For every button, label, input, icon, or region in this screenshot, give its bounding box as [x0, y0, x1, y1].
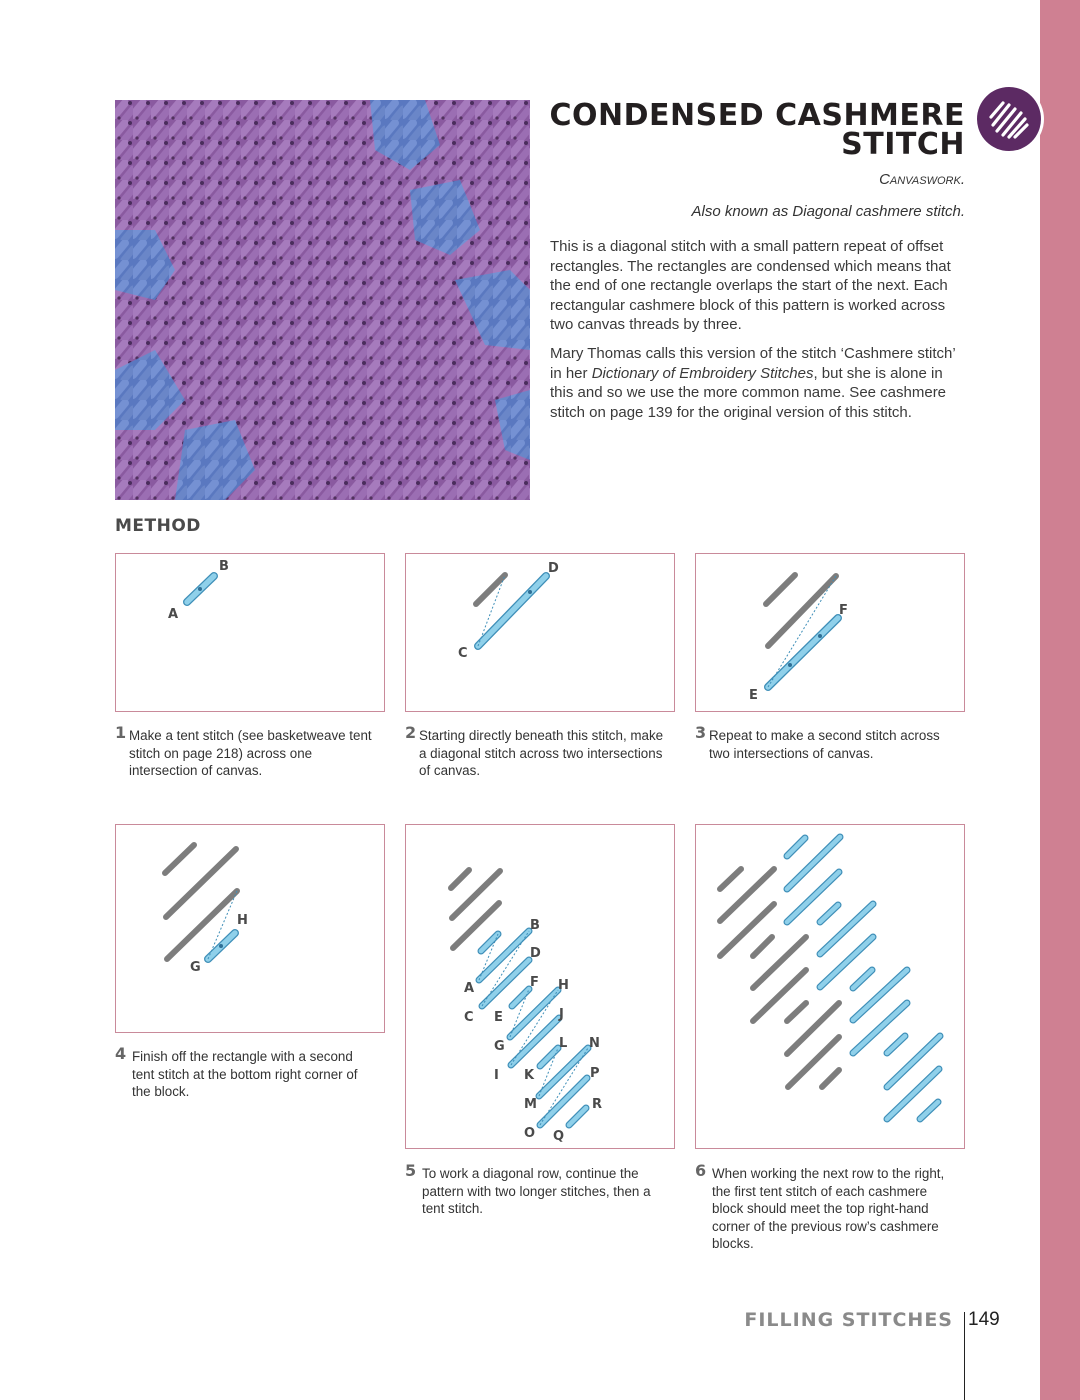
intro-paragraph-2	[550, 344, 970, 422]
badge	[974, 84, 1044, 154]
stitch-label: A	[464, 981, 475, 996]
step-text: Starting directly beneath this stitch, make a diagonal stitch across two intersections of canvas.	[419, 728, 664, 778]
intro-p2-text: Mary Thomas calls this version of the stitch ‘Cashmere stitch’ in her	[550, 345, 956, 382]
step-text: Make a tent stitch (see basketweave tent stitch on page 218) across one intersection of canvas.	[129, 728, 372, 778]
category-label: Canvaswork.	[879, 171, 965, 188]
stitch-label: B	[530, 918, 540, 933]
step-text: To work a diagonal row, continue the pattern with two longer stitches, then a tent stitch.	[422, 1166, 651, 1216]
stitch-label: G	[190, 960, 201, 975]
step-3-caption	[695, 723, 957, 762]
stitch-label: P	[590, 1066, 600, 1081]
stitch-label: B	[219, 559, 229, 574]
intro-p2-text-end: , but she is alone in this and so we use the more common name. See cashmere stitch on page 139 for the original version of this stitch.	[550, 364, 947, 421]
stitch-label: F	[530, 975, 539, 990]
step-3-drawing	[696, 554, 964, 711]
step-5-diagram	[405, 824, 675, 1149]
footer-divider	[964, 1312, 965, 1400]
step-6-diagram	[695, 824, 965, 1149]
alias-label: Also known as Diagonal cashmere stitch.	[691, 203, 965, 220]
step-number: 2	[405, 723, 417, 742]
stitch-label: C	[464, 1010, 474, 1025]
stitch-label: O	[524, 1126, 536, 1141]
stitch-label: K	[524, 1068, 535, 1083]
stitch-label: I	[494, 1068, 499, 1083]
stitch-label: G	[494, 1039, 505, 1054]
stitch-label: Q	[553, 1129, 565, 1144]
stitch-label: A	[168, 607, 179, 622]
method-heading: METHOD	[115, 516, 201, 536]
step-1-caption	[115, 723, 377, 780]
step-number: 3	[695, 723, 707, 742]
step-4-drawing	[116, 825, 384, 1032]
step-number: 5	[405, 1161, 417, 1180]
stitch-label: R	[592, 1097, 603, 1112]
section-name: FILLING STITCHES	[744, 1309, 953, 1331]
page-edge-band	[1040, 0, 1080, 1400]
stitch-label: H	[237, 913, 248, 928]
step-2-diagram	[405, 553, 675, 712]
stitch-label: N	[589, 1036, 600, 1051]
stitch-label: C	[458, 646, 468, 661]
step-4-caption	[115, 1044, 377, 1101]
step-text: When working the next row to the right, the first tent stitch of each cashmere block should meet the top right-hand corner of the previous row’s cashmere blocks.	[712, 1166, 945, 1251]
stitch-label: D	[530, 946, 541, 961]
stitch-label: F	[839, 603, 848, 618]
step-text: Repeat to make a second stitch across two intersections of canvas.	[709, 728, 940, 761]
stitch-label: M	[524, 1097, 537, 1112]
step-5-drawing	[406, 825, 674, 1148]
step-2-drawing	[406, 554, 674, 711]
page-number: 149	[968, 1309, 1000, 1330]
step-1-diagram	[115, 553, 385, 712]
page-title: CONDENSED CASHMERE STITCH	[549, 98, 965, 162]
stitch-label: H	[558, 978, 569, 993]
book-title: Dictionary of Embroidery Stitches	[591, 364, 814, 382]
step-6-caption	[695, 1161, 957, 1253]
intro-paragraph-1: This is a diagonal stitch with a small pattern repeat of offset rectangles. The rectangles are condensed which means that the end of one rectangle overlaps the start of the next. Each rectangular cashmere block of this pattern is worked across two canvas threads by three.	[550, 238, 951, 334]
step-3-diagram	[695, 553, 965, 712]
step-number: 4	[115, 1044, 127, 1063]
step-text: Finish off the rectangle with a second tent stitch at the bottom right corner of the block.	[132, 1049, 358, 1099]
stitch-label: J	[559, 1007, 564, 1022]
stitch-label: D	[548, 561, 559, 576]
step-number: 6	[695, 1161, 707, 1180]
step-4-diagram	[115, 824, 385, 1033]
diagonal-stitch-badge-icon	[977, 87, 1041, 151]
stitch-label: E	[749, 688, 758, 703]
step-2-caption	[405, 723, 667, 780]
step-1-drawing	[116, 554, 384, 711]
step-number: 1	[115, 723, 127, 742]
step-6-drawing	[696, 825, 964, 1148]
stitch-sample-photo	[115, 100, 530, 500]
stitch-label: L	[559, 1036, 568, 1051]
step-5-caption	[405, 1161, 667, 1218]
stitch-label: E	[494, 1010, 503, 1025]
